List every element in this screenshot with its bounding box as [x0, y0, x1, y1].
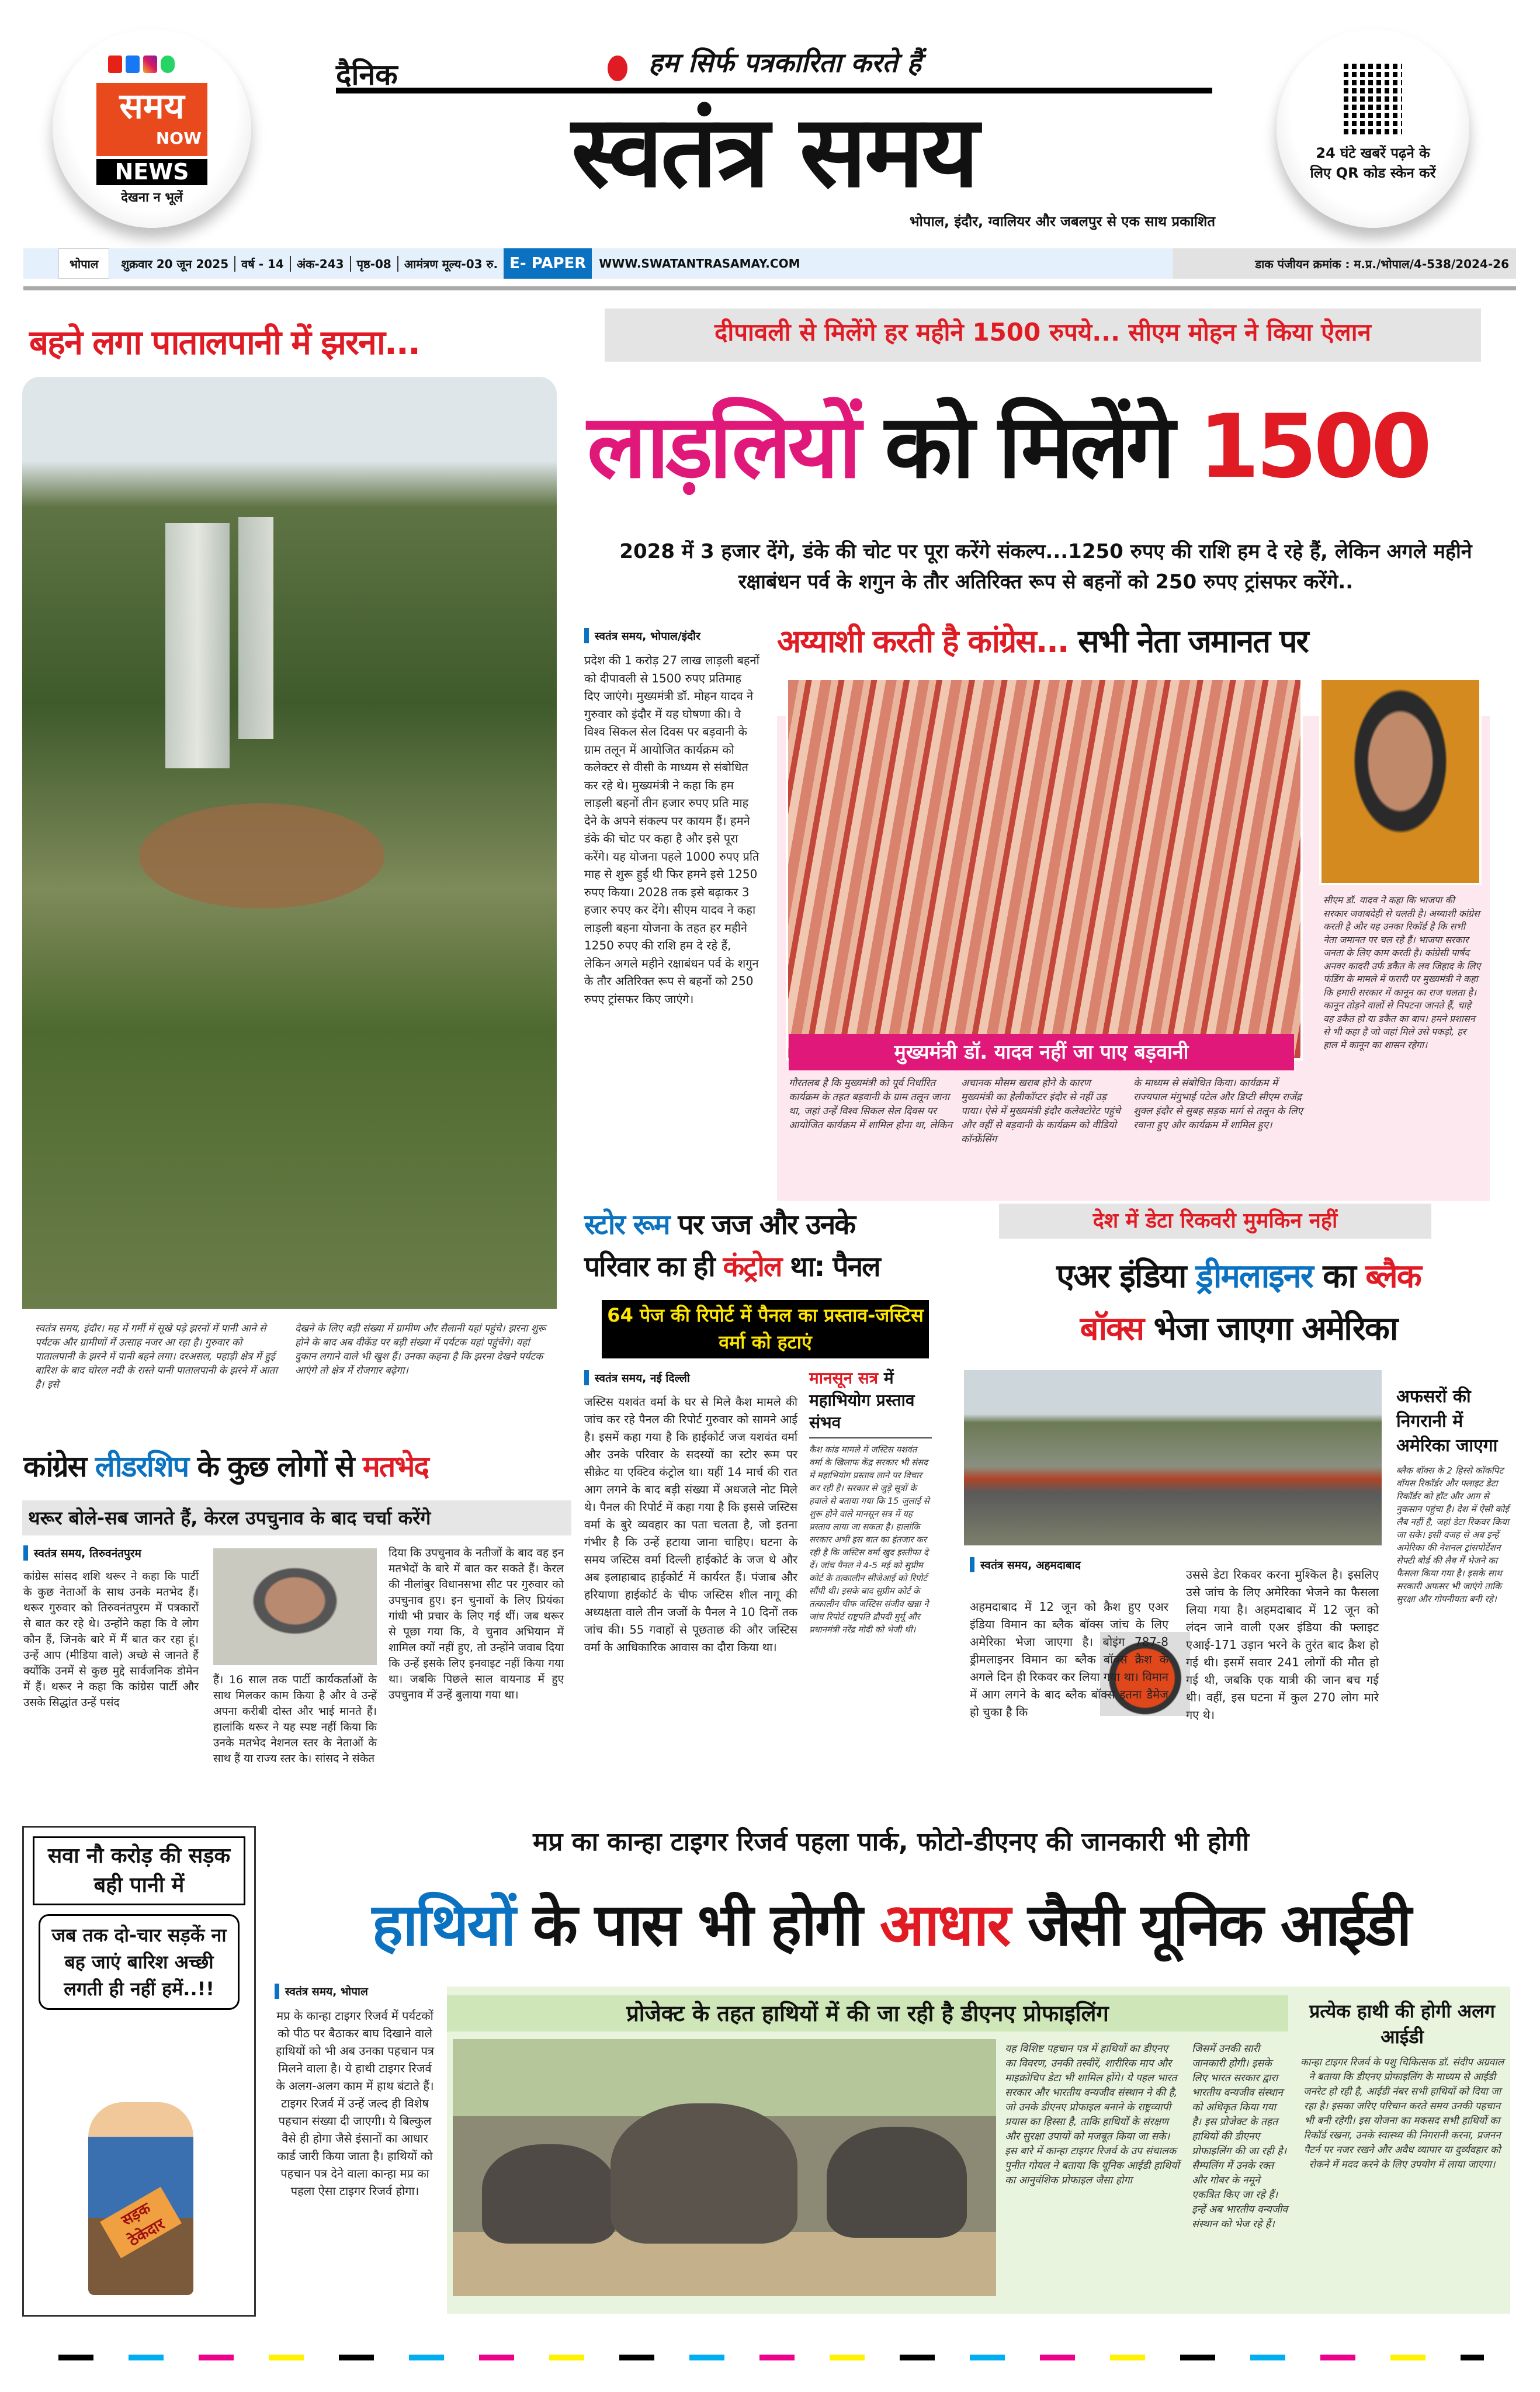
- headline-part: स्टोर रूम: [584, 1208, 670, 1241]
- headline-part: जैसी यूनिक आईडी: [1009, 1891, 1410, 1959]
- epaper-button[interactable]: E- PAPER: [504, 248, 592, 279]
- airindia-side-body: ब्लैक बॉक्स के 2 हिस्से कॉकपिट वॉयस रिकॉर्डर और फ्लाइट डेटा रिकॉर्डर को हॉट और आग से नुकसान पहुंचा है। देश में ऐसी कोई लैब नहीं है, जहां डेटा रिकवर किया जा सके। इसी वजह से अब इन्हें अमेरिका की नेशनल ट्रांसपोर्टेशन सेफ्टी बोर्ड की लैब में भेजने का फैसला किया गया है। इसके साथ सरकारी अफसर भी जाएंगे ताकि सुरक्षा और गोपनीयता बनी रहे।: [1396, 1465, 1509, 1604]
- waterfall-caption-continued: देखने के लिए बड़ी संख्या में ग्रामीण और सैलानी यहां पहुंचे। झरना शुरू होने के बाद अब वीकेंड पर बड़ी संख्या में पर्यटक यहां पहुंचेंगे। यहां दुकान लगाने वाले भी खुश हैं। उनका कहना है कि झरना देखने पर्यटक आएंगे तो क्षेत्र में रोजगार बढ़ेगा।: [295, 1323, 546, 1377]
- elephant-headline: [275, 1884, 1507, 1966]
- crowd-photo: [786, 678, 1303, 1060]
- issue-price: आमंत्रण मूल्य-03 रु.: [404, 256, 498, 271]
- logo-news: NEWS: [96, 159, 207, 185]
- congress-column: कांग्रेस सांसद शशि थरूर ने कहा कि पार्टी के कुछ नेताओं के साथ उनके मतभेद हैं। थरूर गुरुवार को तिरुवनंतपुरम में पत्रकारों से बात कर रहे थे। उन्होंने कहा कि वे लोग कौन हैं, जिनके बारे में मैं बात कर रहा हूं। उन्हें आप (मीडिया वाले) अच्छे से जानते हैं क्योंकि उनमें से कुछ मुद्दे सार्वजनिक डोमेन में हैं। थरूर ने कहा कि कांग्रेस पार्टी और उसके सिद्धांत उन्हें पसंद: [23, 1570, 199, 1709]
- headline-part: के पास भी होगी: [514, 1891, 880, 1959]
- postal-registration: डाक पंजीयन क्रमांक : म.प्र./भोपाल/4-538/2024-26: [1255, 256, 1509, 271]
- congress-column: हैं। 16 साल तक पार्टी कार्यकर्ताओं के साथ मिलकर काम किया है और वे उन्हें अपना करीबी दोस्त और भाई मानते हैं। हालांकि थरूर ने यह स्पष्ट नहीं किया कि उनके मतभेद नेशनल स्तर के नेताओं के साथ हैं या राज्य स्तर के। सांसद ने संकेत: [213, 1673, 377, 1765]
- qr-code-badge[interactable]: [1277, 29, 1469, 228]
- masthead-title-box: [336, 88, 1212, 210]
- elephant-side-headline: प्रत्येक हाथी की होगी अलग आईडी: [1309, 2000, 1495, 2048]
- masthead-title: स्वतंत्र समय: [571, 94, 977, 210]
- judge-report-box: 64 पेज की रिपोर्ट में पैनल का प्रस्ताव-जस्टिस वर्मा को हटाएं: [602, 1300, 929, 1358]
- facebook-icon[interactable]: [126, 56, 140, 73]
- elephants-photo: [453, 2039, 996, 2296]
- lead-column: के माध्यम से संबोधित किया। कार्यक्रम में राज्यपाल मंगुभाई पटेल और डिप्टी सीएम राजेंद्र शुक्ल इंदौर से सुबह सड़क मार्ग से तलून के लिए रवाना हुए और कार्यक्रम में शामिल हुए।: [1133, 1077, 1303, 1131]
- cm-mohan-yadav-photo: [1319, 678, 1482, 885]
- headline-part: के कुछ लोगों से: [188, 1450, 363, 1483]
- headline-part: को मिलेंगे: [885, 396, 1199, 498]
- waterfall-caption: स्वतंत्र समय, इंदौर। मह में गर्मी में सूखे पड़े झरनों में पानी आने से पर्यटक और ग्रामीणों में उत्साह नजर आ रहा है। गुरुवार को पातालपानी के झरने में पानी बहने लगा। दरअसल, पहाड़ी क्षेत्र में हुई बारिश के बाद चोरल नदी के रास्ते पानी पातालपानी के झरने में आता है। इसे: [35, 1323, 278, 1391]
- issue-date: शुक्रवार 20 जून 2025: [109, 256, 235, 272]
- airindia-byline: स्वतंत्र समय, अहमदाबाद: [970, 1557, 1379, 1572]
- page-count: पृष्ठ-08: [351, 256, 398, 272]
- samay-now-logo: [96, 83, 207, 156]
- cm-caption: सीएम डॉ. यादव ने कहा कि भाजपा की सरकार जवाबदेही से चलती है। अय्याशी कांग्रेस करती है और यह उनका रिकॉर्ड है कि सभी नेता जमानत पर चल रहे हैं। भाजपा सरकार जनता के लिए काम करती है। कांग्रेसी पार्षद अनवर कादरी उर्फ डकैत के लव जिहाद के लिए फंडिंग के मामले में फरारी पर मुख्यमंत्री ने कहा कि हमारी सरकार में कानून का राज चलता है। कानून तोड़ने वालों से निपटना जानते हैं, चाहे वह डकैत हो या डकैत का बाप। हमने प्रशासन से भी कहा है जो जहां मिले उसे पकड़ो, हर हाल में कानून का शासन रहेगा।: [1323, 895, 1481, 1051]
- elephant-side-body: कान्हा टाइगर रिजर्व के पशु चिकित्सक डॉ. संदीप अग्रवाल ने बताया कि डीएनए प्रोफाइलिंग के माध्यम से आईडी जनरेट हो रही है, आईडी नंबर सभी हाथियों को दिया जा रहा है। इसका जरिए परिचान करते समय उनकी पहचान भी बनी रहेगी। इस योजना का मकसद सभी हाथियों का रिकॉर्ड रखना, उनके स्वास्थ्य की निगरानी करना, प्रजनन पैटर्न पर नजर रखने और अवैध व्यापार या दुर्व्यवहार को रोकने में मदद करने के लिए उपयोग में लाया जाएगा।: [1300, 2057, 1504, 2171]
- logo-slogan: देखना न भूलें: [121, 190, 183, 205]
- congress-byline: स्वतंत्र समय, तिरुवनंतपुरम: [23, 1545, 199, 1561]
- lead-byline: स्वतंत्र समय, भोपाल/इंदौर: [584, 628, 759, 643]
- headline-part: सभी नेता जमानत पर: [1078, 623, 1308, 660]
- headline-part: हाथियों: [372, 1891, 515, 1959]
- lead-subhead: 2028 में 3 हजार देंगे, डंके की चोट पर पूरा करेंगे संकल्प...1250 रुपए की राशि हम दे रहे हैं, लेकिन अगले महीने रक्षाबंधन पर्व के शगुन के तौर अतिरिक्त रूप से बहनों को 250 रुपए ट्रांसफर करेंगे..: [619, 540, 1472, 594]
- cartoon-label: सड़क ठेकेदार: [100, 2187, 182, 2258]
- airindia-kicker: देश में डेटा रिकवरी मुमकिन नहीं: [999, 1204, 1431, 1239]
- cartoon: [22, 1826, 256, 2317]
- headline-part: एअर इंडिया: [1056, 1257, 1196, 1295]
- qr-instruction: 24 घंटे खबरें पढ़ने के लिए QR कोड स्केन करें: [1310, 145, 1436, 181]
- whatsapp-icon[interactable]: [161, 56, 175, 73]
- lead-headline: [587, 374, 1499, 520]
- shashi-tharoor-photo: [213, 1548, 377, 1665]
- website-link[interactable]: WWW.SWATANTRASAMAY.COM: [599, 256, 800, 271]
- masthead-prefix: दैनिक: [336, 58, 398, 92]
- logo-now: NOW: [155, 129, 202, 148]
- headline-part: लीडरशिप: [95, 1450, 189, 1483]
- headline-part: परिवार का ही: [584, 1250, 723, 1283]
- headline-part: कंट्रोल: [723, 1250, 782, 1283]
- headline-part: पर जज और उनके: [669, 1208, 855, 1241]
- elephant-column: यह विशिष्ट पहचान पत्र में हाथियों का डीएनए का विवरण, उनकी तस्वीरें, शारीरिक माप और माइक्रोचिप डेटा भी शामिल होंगे। ये पहल भारत सरकार और भारतीय वन्यजीव संस्थान ने की है, जो उनके डीएनए प्रोफाइल बनाने के राष्ट्रव्यापी प्रयास का हिस्सा है, ताकि हाथियों के संरक्षण और सुरक्षा उपायों को मजबूत किया जा सके। इस बारे में कान्हा टाइगर रिजर्व के उप संचालक पुनीत गोयल ने बताया कि यूनिक आईडी हाथियों का आनुवंशिक प्रोफाइल जैसा होगा: [1005, 2043, 1180, 2186]
- social-icons: [108, 56, 175, 73]
- headline-part: मतभेद: [362, 1450, 428, 1483]
- airindia-side-headline: अफसरों की निगरानी में अमेरिका जाएगा: [1396, 1386, 1498, 1456]
- lead-column: अचानक मौसम खराब होने के कारण मुख्यमंत्री का हेलीकॉप्टर इंदौर से नहीं उड़ पाया। ऐसे में मुख्यमंत्री इंदौर कलेक्टोरेट पहुंचे और वहीं से बड़वानी के कार्यक्रम को वीडियो कॉन्फ्रेंसिंग: [961, 1077, 1121, 1145]
- cartoon-speech-bubble: जब तक दो-चार सड़कें ना बह जाएं बारिश अच्छी लगती ही नहीं हमें..!!: [39, 1914, 240, 2010]
- airindia-column: अहमदाबाद में 12 जून को क्रैश हुए एअर इंडिया विमान का ब्लैक बॉक्स जांच के लिए अमेरिका भेजा जाएगा है। बोइंग 787-8 ड्रीमलाइनर विमान का ब्लैक बॉक्स क्रैश के अगले दिन ही रिकवर कर लिया गया था। विमान में आग लगने के बाद ब्लैक बॉक्स इतना डैमेज हो चुका है कि: [970, 1600, 1168, 1719]
- headline-part: ड्रीमलाइनर: [1195, 1257, 1313, 1295]
- plane-crash-photo: [964, 1370, 1382, 1545]
- congress-subhead: थरूर बोले-सब जानते हैं, केरल उपचुनाव के बाद चर्चा करेंगे: [22, 1500, 571, 1535]
- judge-article: [584, 1370, 797, 1656]
- monsoon-body: कैश कांड मामले में जस्टिस यशवंत वर्मा के खिलाफ केंद्र सरकार भी संसद में महाभियोग प्रस्ताव लाने पर विचार कर रही है। सरकार से जुड़े सूत्रों के हवाले से बताया गया कि 15 जुलाई से शुरू होने वाले मानसून सत्र में यह प्रस्ताव लाया जा सकता है। हालांकि सरकार अभी इस बात का इंतजार कर रही है कि जस्टिस वर्मा खुद इस्तीफा दे दें। जांच पैनल ने 4-5 मई को सुप्रीम कोर्ट के तत्कालीन सीजेआई को रिपोर्ट सौंपी थी। इसके बाद सुप्रीम कोर्ट के तत्कालीन चीफ जस्टिस संजीव खन्ना ने जांच रिपोर्ट राष्ट्रपति द्रौपदी मुर्मू और प्रधानमंत्री नरेंद्र मोदी को भेजी थी।: [809, 1444, 929, 1635]
- headline-part: पातालपानी में झरना...: [151, 323, 420, 362]
- photo-caption-bar: मुख्यमंत्री डॉ. यादव नहीं जा पाए बड़वानी: [789, 1034, 1294, 1070]
- congress-headline: [23, 1443, 573, 1490]
- headline-part: भेजा जाएगा अमेरिका: [1143, 1310, 1397, 1348]
- airindia-headline: [964, 1250, 1513, 1356]
- lead-kicker: [605, 308, 1481, 362]
- headline-part: ब्लैक: [1365, 1257, 1421, 1295]
- qr-code-icon[interactable]: [1344, 61, 1402, 134]
- news-channel-logo[interactable]: [53, 29, 251, 228]
- masthead-editions: भोपाल, इंदौर, ग्वालियर और जबलपुर से एक साथ प्रकाशित: [909, 213, 1215, 230]
- headline-part: आधार: [879, 1891, 1010, 1959]
- red-dot-icon: [608, 56, 627, 81]
- judge-byline: स्वतंत्र समय, नई दिल्ली: [584, 1370, 797, 1385]
- elephant-column: जिसमें उनकी सारी जानकारी होगी। इसके लिए भारत सरकार द्वारा भारतीय वन्यजीव संस्थान को अधिकृत किया गया है। इस प्रोजेक्ट के तहत हाथियों की डीएनए प्रोफाइलिंग की जा रही है। सैम्पलिंग में उनके रक्त और गोबर के नमूने एकत्रित किए जा रहे हैं। इन्हें अब भारतीय वन्यजीव संस्थान को भेज रहे हैं।: [1192, 2043, 1288, 2230]
- congress-column: दिया कि उपचुनाव के नतीजों के बाद वह इन मतभेदों के बारे में बात कर सकते हैं। केरल की नीलांबुर विधानसभा सीट पर गुरुवार को उपचुनाव हुए। इन चुनावों के लिए प्रियंका गांधी भी प्रचार के लिए गई थीं। जब थरूर से पूछा गया कि, वे चुनाव अभियान में शामिल क्यों नहीं हुए, तो उन्होंने जवाब दिया कि उन्हें इसके लिए इनवाइट नहीं किया गया था। जबकि पिछले साल वायनाड में हुए उपचुनाव में उन्हें बुलाया गया था।: [389, 1547, 564, 1701]
- judge-body: जस्टिस यशवंत वर्मा के घर से मिले कैश मामले की जांच कर रहे पैनल की रिपोर्ट गुरुवार को सामने आई है। इसमें कहा गया है कि हाईकोर्ट जज यशवंत वर्मा और उनके परिवार के सदस्यों का स्टोर रूम पर सीक्रेट या एक्टिव कंट्रोल था। यहीं 14 मार्च की रात आग लगने के बाद बड़ी संख्या में अधजले नोट मिले थे। पैनल की रिपोर्ट में कहा गया है कि इससे जस्टिस वर्मा के बुरे व्यवहार का पता चलता है, जो इतना गंभीर है कि उन्हें हटाया जाना चाहिए। घटना के समय जस्टिस वर्मा दिल्ली हाईकोर्ट के जज थे और अब इलाहाबाद हाईकोर्ट में कार्यरत हैं। पंजाब और हरियाणा हाईकोर्ट के चीफ जस्टिस शील नागू की अध्यक्षता वाले तीन जजों के पैनल ने 10 दिनों तक जांच की। 55 गवाहों से पूछताछ की और जस्टिस वर्मा के आधिकारिक आवास का दौरा किया था।: [584, 1395, 797, 1654]
- edition-info-bar: [23, 248, 1516, 279]
- elephant-dna-bar: प्रोजेक्ट के तहत हाथियों में की जा रही है डीएनए प्रोफाइलिंग: [447, 1995, 1288, 2032]
- headline-part: था: पैनल: [781, 1250, 880, 1283]
- congress-attack-headline: [777, 618, 1490, 665]
- elephant-sidebar: [1300, 1998, 1504, 2172]
- instagram-icon[interactable]: [143, 56, 157, 73]
- congress-article: [23, 1545, 199, 1711]
- airindia-column: उससे डेटा रिकवर करना मुश्किल है। इसलिए उसे जांच के लिए अमेरिका भेजने का फैसला लिया गया है। अहमदाबाद में 12 जून को लंदन जाने वाली एअर इंडिया की फ्लाइट एआई-171 उड़ान भरने के तुरंत बाद क्रैश हो गई थी। इसमें सवार 241 लोगों की मौत हो गई थी, जबकि एक यात्री की जान बच गई थी। वहीं, इस घटना में कुल 270 लोग मारे गए थे।: [1186, 1568, 1379, 1722]
- kicker-text: दीपावली से मिलेंगे हर महीने 1500 रुपये... सीएम मोहन ने किया ऐलान: [714, 318, 1371, 346]
- headline-part: का: [1312, 1257, 1366, 1295]
- headline-part: बहने लगा: [29, 323, 152, 362]
- headline-part: कांग्रेस: [23, 1450, 95, 1483]
- headline-part: बॉक्स: [1080, 1310, 1144, 1348]
- cartoon-title: सवा नौ करोड़ की सड़क बही पानी में: [33, 1836, 245, 1905]
- masthead-tagline: हम सिर्फ पत्रकारिता करते हैं: [648, 47, 921, 78]
- lead-column: गौरतलब है कि मुख्यमंत्री को पूर्व निर्धारित कार्यक्रम के तहत बड़वानी के ग्राम तलून जाना था, जहां उन्हें विश्व सिकल सेल दिवस पर आयोजित कार्यक्रम में शामिल होना था, लेकिन: [789, 1077, 952, 1131]
- edition-city: भोपाल: [58, 248, 109, 279]
- headline-part: लाड़लियों: [587, 396, 885, 498]
- monsoon-sidebar: [809, 1367, 932, 1636]
- youtube-icon[interactable]: [108, 56, 122, 73]
- lead-article: [584, 628, 759, 1008]
- elephant-byline: स्वतंत्र समय, भोपाल: [275, 1984, 435, 1999]
- judge-headline: [584, 1204, 946, 1288]
- headline-part: 1500: [1198, 396, 1429, 498]
- airindia-sidebar: [1396, 1385, 1513, 1606]
- headline-part: में महाभियोग प्रस्ताव संभव: [809, 1368, 915, 1432]
- headline-part: अय्याशी करती है कांग्रेस...: [777, 623, 1078, 660]
- color-registration-strip: [58, 2355, 1484, 2360]
- waterfall-headline: [29, 321, 555, 363]
- header-divider: [23, 286, 1516, 290]
- elephant-kicker: मप्र का कान्हा टाइगर रिजर्व पहला पार्क, फोटो-डीएनए की जानकारी भी होगी: [533, 1827, 1249, 1857]
- elephant-column: मप्र के कान्हा टाइगर रिजर्व में पर्यटकों को पीठ पर बैठाकर बाघ दिखाने वाले हाथियों को भी अब उनका पहचान पत्र मिलने वाला है। ये हाथी टाइगर रिजर्व के अलग-अलग काम में हाथ बंटाते हैं। टाइगर रिजर्व में उन्हें जल्द ही विशेष पहचान संख्या दी जाएगी। ये बिल्कुल वैसे ही होगा जैसे इंसानों का आधार कार्ड जारी किया जाता है। हाथियों को पहचान पत्र देने वाला कान्हा मप्र का पहला ऐसा टाइगर रिजर्व होगा।: [275, 2009, 435, 2198]
- logo-brand: समय: [119, 86, 185, 127]
- lead-body: प्रदेश की 1 करोड़ 27 लाख लाड़ली बहनों को दीपावली से 1500 रुपए प्रतिमाह दिए जाएंगे। मुख्यमंत्री डॉ. मोहन यादव ने गुरुवार को इंदौर में यह घोषणा की। वे विश्व सिकल सेल दिवस पर बड़वानी के ग्राम तलून में आयोजित कार्यक्रम को कलेक्टर से वीसी के माध्यम से संबोधित कर रहे थे। मुख्यमंत्री ने कहा कि हम लाड़ली बहनों तीन हजार रुपए प्रति माह देने के अपने संकल्प पर कायम हैं। हमने डंके की चोट पर कहा है और इसे पूरा करेंगे। यह योजना पहले 1000 रुपए प्रति माह से शुरू हुई थी फिर हमने इसे 1250 रुपए किया। 2028 तक इसे बढ़ाकर 3 हजार रुपए कर देंगे। सीएम यादव ने कहा लाड़ली बहना योजना के तहत हर महीने 1250 रुपए की राशि हम दे रहे हैं, लेकिन अगले महीने रक्षाबंधन पर्व के शगुन के तौर अतिरिक्त रूप से बहनों को 250 रुपए ट्रांसफर किए जाएंगे।: [584, 653, 759, 1006]
- issue-year: वर्ष - 14: [235, 256, 291, 272]
- waterfall-photo: [22, 377, 557, 1309]
- headline-part: मानसून सत्र: [809, 1368, 879, 1388]
- elephant-article: [275, 1984, 435, 2200]
- issue-number: अंक-243: [291, 256, 351, 272]
